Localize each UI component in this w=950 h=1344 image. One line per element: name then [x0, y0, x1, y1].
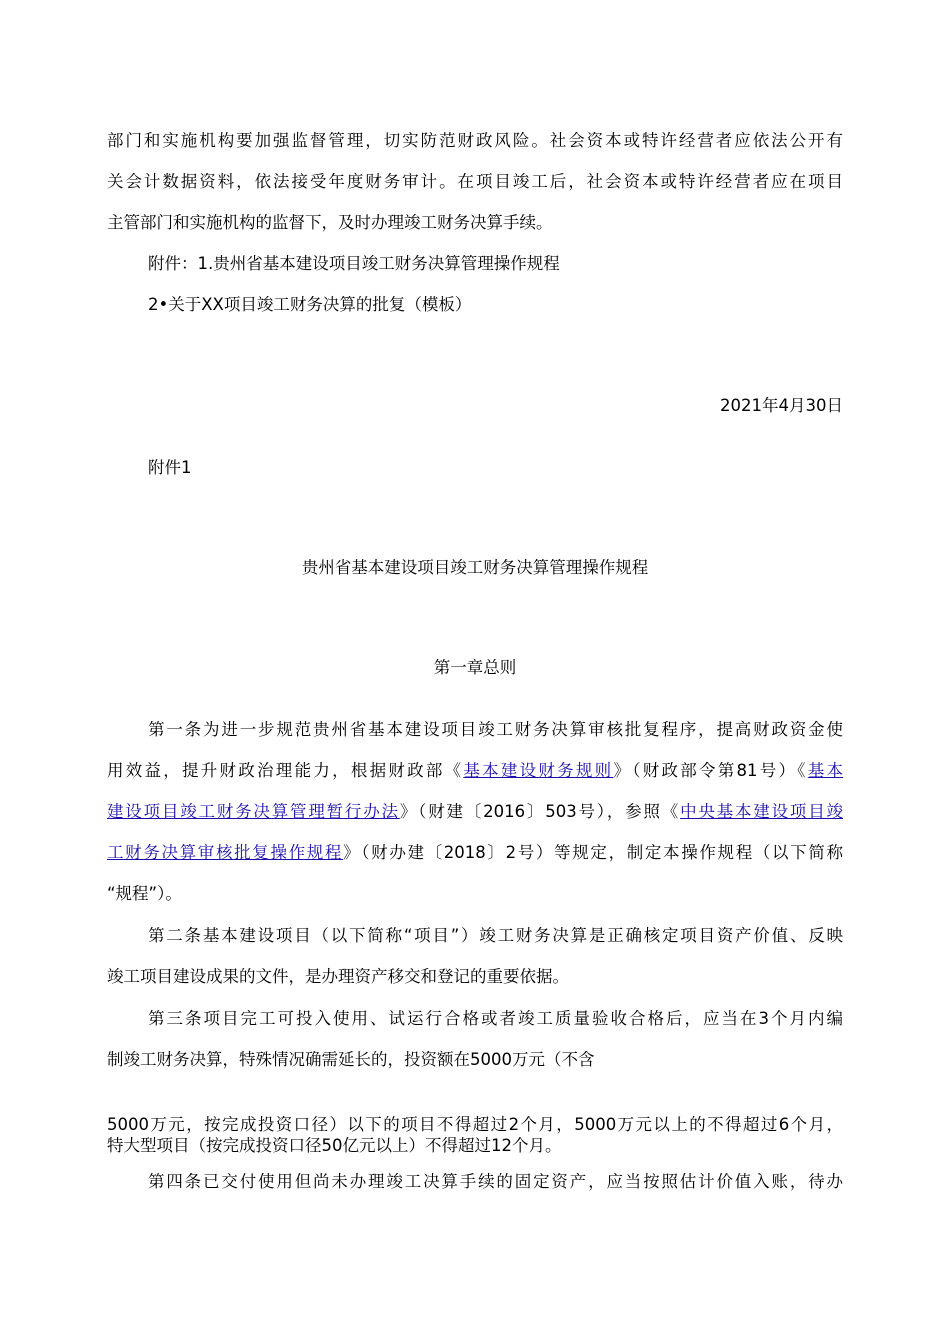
article-3-line-3: 5000万元，按完成投资口径）以下的项目不得超过2个月，5000万元以上的不得超过6个月， [107, 1115, 843, 1134]
article-1-text: 》（财政部令第81号）《 [613, 761, 808, 780]
link-interim-measures-part-2[interactable]: 建设项目竣工财务决算管理暂行办法 [107, 802, 400, 821]
intro-line-1: 部门和实施机构要加强监督管理，切实防范财政风险。社会资本或特许经营者应依法公开有 [107, 131, 843, 150]
article-1-line-3 [107, 800, 843, 824]
article-2-line-2: 竣工项目建设成果的文件，是办理资产移交和登记的重要依据。 [107, 967, 569, 986]
article-3-line-4: 特大型项目（按完成投资口径50亿元以上）不得超过12个月。 [107, 1136, 562, 1155]
intro-line-2: 关会计数据资料，依法接受年度财务审计。在项目竣工后，社会资本或特许经营者应在项目 [107, 172, 843, 191]
article-3-line-1: 第三条项目完工可投入使用、试运行合格或者竣工质量验收合格后，应当在3个月内编 [148, 1009, 843, 1028]
attachment-label: 附件1 [148, 458, 192, 477]
article-1-line-5: “规程”）。 [107, 884, 182, 903]
document-date: 2021年4月30日 [720, 396, 843, 415]
article-1-line-2 [107, 759, 843, 783]
article-4-line-1: 第四条已交付使用但尚未办理竣工决算手续的固定资产，应当按照估计价值入账，待办 [148, 1172, 843, 1191]
intro-line-3: 主管部门和实施机构的监督下，及时办理竣工财务决算手续。 [107, 213, 553, 232]
article-1-text: 》（财建〔2016〕503号），参照《 [399, 802, 681, 821]
link-central-review-rules-part-1[interactable]: 中央基本建设项目竣 [680, 802, 843, 821]
article-3-line-2: 制竣工财务决算，特殊情况确需延长的，投资额在5000万元（不含 [107, 1050, 595, 1069]
article-1-line-4 [107, 841, 843, 865]
attachment-item-2: 2•关于XX项目竣工财务决算的批复（模板） [148, 295, 472, 314]
link-basic-construction-financial-rules[interactable]: 基本建设财务规则 [463, 761, 614, 780]
attachment-item-1: 附件：1.贵州省基本建设项目竣工财务决算管理操作规程 [148, 254, 560, 273]
article-1-text: 》（财办建〔2018〕2号）等规定，制定本操作规程（以下简称 [343, 843, 843, 862]
article-1-text: 用效益，提升财政治理能力，根据财政部《 [107, 761, 464, 780]
link-interim-measures-part-1[interactable]: 基本 [807, 761, 844, 780]
document-title: 贵州省基本建设项目竣工财务决算管理操作规程 [301, 558, 649, 577]
chapter-title: 第一章总则 [433, 658, 517, 677]
article-1-line-1: 第一条为进一步规范贵州省基本建设项目竣工财务决算审核批复程序，提高财政资金使 [148, 720, 843, 739]
article-2-line-1: 第二条基本建设项目（以下简称“项目”）竣工财务决算是正确核定项目资产价值、反映 [148, 926, 843, 945]
link-central-review-rules-part-2[interactable]: 工财务决算审核批复操作规程 [107, 843, 344, 862]
